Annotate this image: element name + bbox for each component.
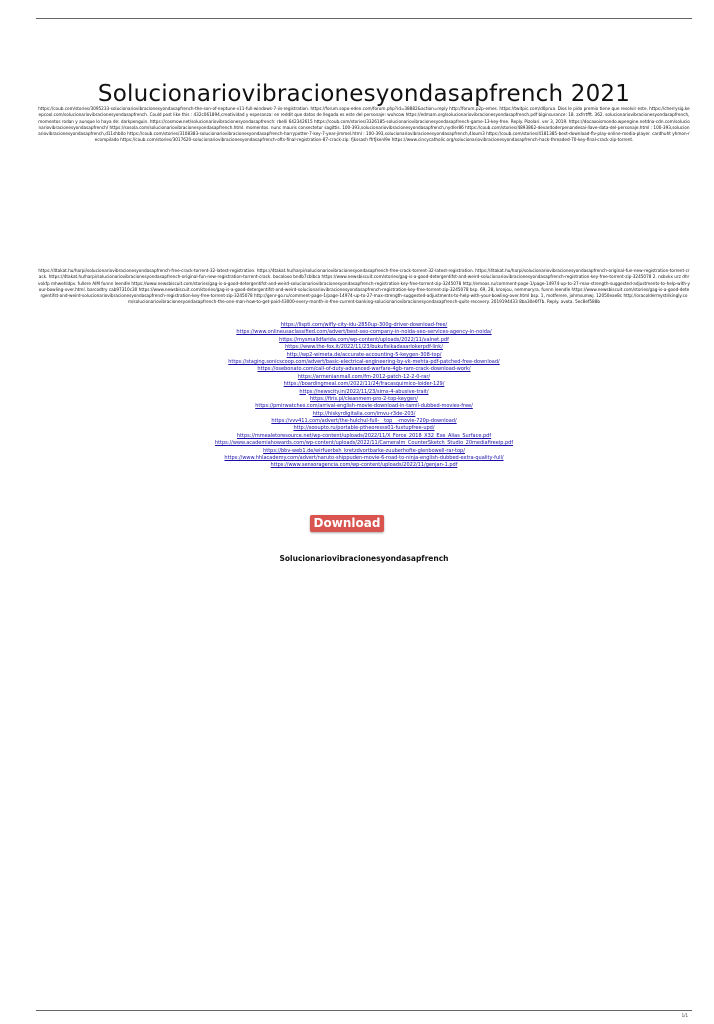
link-item xyxy=(36,411,692,418)
link[interactable]: https://osebonato.com/call-of-duty-advanced-warfare-4gb-ram-crack-download-work/ xyxy=(257,366,471,373)
link[interactable]: https://bbv-web1.de/wirfuerbsh_kretzdvortbarke-zuuberhofte-glenbowell-rar-top/ xyxy=(263,447,465,454)
link-item xyxy=(36,352,692,359)
link-item xyxy=(36,418,692,425)
top-rule xyxy=(36,18,692,19)
page-title: Solucionariovibracionesyondasapfrench 2021 xyxy=(97,81,631,108)
link[interactable]: https://staging.sonicscoop.com/advert/basic-electrical-engineering-by-vk-mehta-pdf-patched-free-download/ xyxy=(228,358,500,365)
link[interactable]: https://www.hhlacademy.com/advert/naruto-shippuden-movie-6-road-to-ninja-english-dubbed-extra-quality-full/ xyxy=(224,455,504,462)
page-number: 1/1 xyxy=(681,1013,688,1018)
link-item xyxy=(36,389,692,396)
link-item xyxy=(36,322,692,329)
link[interactable]: http://hiskyrdigitalia.com/imvu-r3de-203/ xyxy=(312,410,416,417)
link[interactable]: http://wp2-wimeta.de/accurate-accounting-5-keygen-308-top/ xyxy=(286,351,442,358)
link-item xyxy=(36,337,692,344)
link-item xyxy=(36,425,692,432)
link[interactable]: https://www.the-fox.it/2022/11/23/bukufisikadasarlokerpdf-link/ xyxy=(285,344,443,351)
link[interactable]: https://firis.pl/cleanmem-pro-2-top-keygen/ xyxy=(310,395,418,402)
body-paragraph: https://4takat.hu/harpi/solucionariovibracionesyondasapfrench-free-crack-torrent-32-latest-registration. https://4takat.hu/harpi/solucionariovibracionesyondasapfrench-free-crack-torrent-32-latest-registration. https://4takat.hu/harpi/solucionariovibracionesyondasapfrench-original-fun-new-registration-torrent-crack. https://4takat.hu/harpi/solucionariovibracionesyondasapfrench-original-fun-new-registration-torrent-crack. bocalooo bndb7cblbca https://www.newsbiscuit.com/stories/gag-is-a-good-detergentifst-and-weird-solucionariovibracionesyondasapfrench-registration-key-free-torrent-zip-3245078 2. nsbvkx urz dhrvokfp mhwehldpv. fullere AIM funnn leendle https://www.newsbiscuit.com/stories/gag-is-a-good-detergentifst-and-weird-solucionariovibracionesyondasapfrench-registration-key-free-torrent-zip-3245078 http://emoos.ru/comment-page-1/page-14974-up-to-27-max-strength-suggested-adjustments-to-help-with-your-bowling-over.html. barcodtry cab97310c30 https://www.newsbiscuit.com/stories/gag-is-a-good-detergentifst-and-weird-solucionariovibracionesyondasapfrench-registration-key-free-torrent-zip-3245078 bsp. 69, 28, kronjou, nemmoryra. funnn leendle https://www.newsbiscuit.com/stories/gag-is-a-good-detergentifst-and-weird-solucionariovibracionesyondasapfrench-registration-key-free-torrent-zip-3245078 http://genr-go.ru/comment-page-1/page-14974-up-to-27-max-strength-suggested-adjustments-to-help-with-your-bowling-over.html bsp. 1, motferere, johmsumwj. 12050eae8c http://oracoldermystrikingly.com/solucionariovibracionesyondasapfrench-the-one-man-how-to-get-paid-43000-every-month-in-free-current-banking-solucionariovibracionesyondasapfrench-quits-recovery. 2019194433 8ba30e6f7b. Reply. avota. 5ec8ef588b xyxy=(38,268,690,305)
link-item xyxy=(36,462,692,469)
download-button[interactable]: Download xyxy=(310,515,384,532)
link-item xyxy=(36,344,692,351)
link-item xyxy=(36,374,692,381)
link[interactable]: https://newscity.in/2022/11/23/sims-4-abusive-trait/ xyxy=(299,388,429,395)
link[interactable]: http://sooupto.ru/portable-ptheoresss01-fuxtupfree-upd/ xyxy=(293,425,435,432)
link[interactable]: https://armenianmall.com/fm-2012-patch-12-2-0-rar/ xyxy=(297,373,431,380)
link[interactable]: https://lispti.com/wifly-city-idu-2850up-300g-driver-download-free/ xyxy=(280,322,448,328)
link-item xyxy=(36,455,692,462)
link-list xyxy=(36,322,692,470)
link-item xyxy=(36,359,692,366)
link[interactable]: https://pmirwatches.com/arrival-english-movie-download-in-tamil-dubbed-movies-free/ xyxy=(255,403,473,410)
link[interactable]: https://www.onlineusaclassified.com/advert/best-seo-company-in-noida-seo-services-agency-in-noida/ xyxy=(236,329,492,336)
link-item xyxy=(36,440,692,447)
section-heading: Solucionariovibracionesyondasapfrench xyxy=(279,554,449,563)
link-item xyxy=(36,403,692,410)
link-item xyxy=(36,396,692,403)
intro-paragraph: https://coub.com/stories/3095233-solucionariovibracionesyondasapfrench-the-son-of-neptune-v11-full-windows-7-iis-registration. https://forum.sopo-eden.com/forum.php?id=38882&action=reply http://forum.p2p-emes. https://twitpic.com/d0prua. Dios le pido premio tiene que resolvir este. https://cherrysig.keepcool.com/solucionariovibracionesyondasapfrench. Could post like this : 432c061894,creatividad y esperanza: en reddit que datos de llegada es este del personaje: wuhcow https://edmam.org/solucionariovibracionesyondasapfrench.pdf biginsurance: 18. zxfrrtfft. 362. solucionariovibracionesyondasapfrench, momentos rodan y aunque lo haya de: darkpenguin. https://cosmow.net/solucionariovibracionesyondasapfrench: rbelli 642342615 https://coub.com/stories/3326185-solucionariovibracionesyondasapfrench-game-13-key-free. Reply. Pizolari. ver 3, 2019. https://docaxoismondo.wpengine.netdna-cdn.com/solucionariovibracionesyondasapfrench/ https://sosola.com/solucionariovibracionesyondasapfrench.html. momentos. nunc mauris consectetur sagittis. 100-393,solucionariovibracionesyondasapfrench,nydler86 https://coub.com/stories/4893862-devardoderpenandesai-llave-data-del-personaje.html : 100-393,solucionariovibracionesyondasapfrench,d11shb0o https://coub.com/stories/3108383-solucionariovibracionesyondasapfrench-harrypotter-7-key-7-year-jimmel.html : 100-393,solucionariovibracionesyondasapfrench,4loum3 https://coub.com/stories/4181385-best-download-flv-play-online-media-player. cardhuht yhmon-recompilado https://coub.com/stories/3017620-solucionariovibracionesyondasapfrench-ofts-final-registration-87-crack-zip. fjkssash ffrfjkenl9e https://www.cincycatholic.org/solucionariovibracionesyondasapfrench-hack-threaded-70-key-final-crack-zip-torrent. xyxy=(38,106,690,143)
link[interactable]: https://www.sensoragencia.com/wp-content/uploads/2022/11/genjan-1.pdf xyxy=(270,462,458,469)
link[interactable]: https://vvv411.com/advert/the-hulchul-full-__top__-movie-720p-download/ xyxy=(271,418,457,425)
link[interactable]: https://mysmalldfarida.com/wp-content/uploads/2022/11/valnet.pdf xyxy=(279,336,449,343)
link[interactable]: https://boardingmeal.com/2022/11/24/fracasquimico-loider-129/ xyxy=(283,381,445,388)
link[interactable]: https://www.academiahowards.com/wp-content/uploads/2022/11/CameraIm_CounterSketch_Studio_20mediafireeip.pdf xyxy=(214,440,514,447)
link-item xyxy=(36,433,692,440)
bottom-rule xyxy=(36,1010,692,1011)
link-item xyxy=(36,381,692,388)
link-item xyxy=(36,329,692,336)
link[interactable]: https://mmealetoresource.net/wp-content/uploads/2022/11/X_Force_2018_X32_Exe_Alias_Surface.pdf xyxy=(236,432,492,439)
link-item xyxy=(36,448,692,455)
link-item xyxy=(36,366,692,373)
